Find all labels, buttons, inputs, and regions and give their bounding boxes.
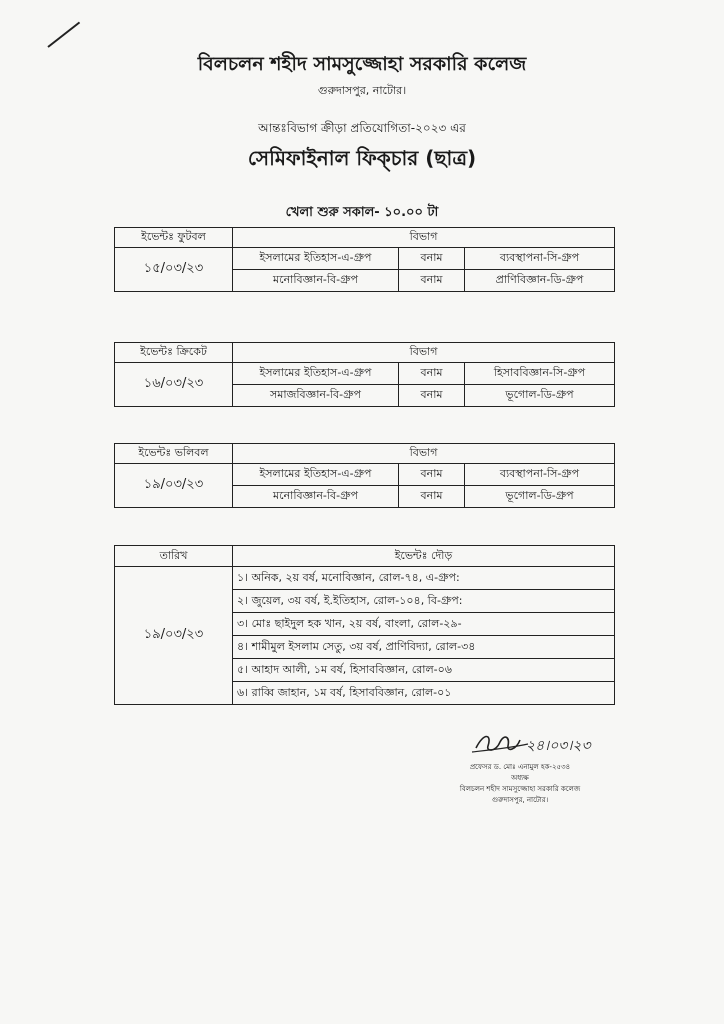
- college-address: গুরুদাসপুর, নাটোর।: [317, 84, 407, 97]
- signature-date: ২৪।০৩।২৩: [526, 738, 591, 754]
- match-date: ১৫/০৩/২৩: [115, 248, 233, 292]
- signatory-address: গুরুদাসপুর, নাটোর।: [491, 796, 549, 804]
- signatory-college: বিলচলন শহীদ সামসুজ্জোহা সরকারি কলেজ: [459, 785, 581, 793]
- football-fixture-table: [114, 227, 615, 292]
- race-entry: ৩। মোঃ ছাইদুল হক খান, ২য় বর্ষ, বাংলা, রোল-২৯-: [233, 613, 615, 636]
- start-time: খেলা শুরু সকাল- ১০.০০ টা: [285, 205, 439, 220]
- match-row: [115, 248, 615, 270]
- race-entry: ২। জুয়েল, ৩য় বর্ষ, ই.ইতিহাস, রোল-১০৪, বি-গ্রুপ:: [233, 590, 615, 613]
- match-date: ১৯/০৩/২৩: [115, 464, 233, 508]
- versus-label: বনাম: [399, 486, 465, 508]
- table-header-row: [115, 546, 615, 567]
- event-label: ইভেন্টঃ ভলিবল: [115, 444, 233, 464]
- table-header-row: [115, 228, 615, 248]
- team-b: ভূগোল-ডি-গ্রুপ: [465, 385, 615, 407]
- table-header-row: [115, 444, 615, 464]
- team-b: ভূগোল-ডি-গ্রুপ: [465, 486, 615, 508]
- college-name: বিলচলন শহীদ সামসুজ্জোহা সরকারি কলেজ: [197, 53, 527, 75]
- race-entry: ৪। শামীমুল ইসলাম সেতু, ৩য় বর্ষ, প্রাণিবিদ্যা, রোল-৩৪: [233, 636, 615, 659]
- team-a: ইসলামের ইতিহাস-এ-গ্রুপ: [233, 248, 399, 270]
- date-column-label: তারিখ: [115, 546, 233, 567]
- versus-label: বনাম: [399, 363, 465, 385]
- race-entry: ১। অনিক, ২য় বর্ষ, মনোবিজ্ঞান, রোল-৭৪, এ-গ্রুপ:: [233, 567, 615, 590]
- versus-label: বনাম: [399, 248, 465, 270]
- race-entries-table: [114, 545, 615, 705]
- race-date: ১৯/০৩/২৩: [115, 567, 233, 705]
- versus-label: বনাম: [399, 464, 465, 486]
- race-entry: ৫। আহাদ আলী, ১ম বর্ষ, হিসাববিজ্ঞান, রোল-০৬: [233, 659, 615, 682]
- department-label: বিভাগ: [233, 444, 615, 464]
- department-label: বিভাগ: [233, 343, 615, 363]
- pen-stroke-mark: [47, 22, 80, 48]
- team-b: প্রাণিবিজ্ঞান-ডি-গ্রুপ: [465, 270, 615, 292]
- team-b: হিসাববিজ্ঞান-সি-গ্রুপ: [465, 363, 615, 385]
- event-label: ইভেন্টঃ ফুটবল: [115, 228, 233, 248]
- cricket-fixture-table: [114, 342, 615, 407]
- table-header-row: [115, 343, 615, 363]
- team-a: ইসলামের ইতিহাস-এ-গ্রুপ: [233, 363, 399, 385]
- department-label: বিভাগ: [233, 228, 615, 248]
- versus-label: বনাম: [399, 270, 465, 292]
- team-b: ব্যবস্থাপনা-সি-গ্রুপ: [465, 464, 615, 486]
- event-label: ইভেন্টঃ ক্রিকেট: [115, 343, 233, 363]
- page-heading: সেমিফাইনাল ফিক্চার (ছাত্র): [247, 146, 477, 170]
- team-a: মনোবিজ্ঞান-বি-গ্রুপ: [233, 270, 399, 292]
- team-a: ইসলামের ইতিহাস-এ-গ্রুপ: [233, 464, 399, 486]
- race-entry: ৬। রাব্বি জাহান, ১ম বর্ষ, হিসাববিজ্ঞান, রোল-০১: [233, 682, 615, 705]
- match-row: [115, 464, 615, 486]
- handwritten-signature: [470, 722, 600, 762]
- list-item: [115, 567, 615, 590]
- competition-title: আন্তঃবিভাগ ক্রীড়া প্রতিযোগিতা-২০২৩ এর: [258, 121, 466, 135]
- team-a: সমাজবিজ্ঞান-বি-গ্রুপ: [233, 385, 399, 407]
- volleyball-fixture-table: [114, 443, 615, 508]
- signatory-name: প্রফেসর ড. মোঃ এনামুল হক-২৫৩৪: [469, 763, 571, 771]
- signatory-role: অধ্যক্ষ: [511, 774, 529, 782]
- team-a: মনোবিজ্ঞান-বি-গ্রুপ: [233, 486, 399, 508]
- match-date: ১৬/০৩/২৩: [115, 363, 233, 407]
- versus-label: বনাম: [399, 385, 465, 407]
- event-label: ইভেন্টঃ দৌড়: [233, 546, 615, 567]
- match-row: [115, 363, 615, 385]
- team-b: ব্যবস্থাপনা-সি-গ্রুপ: [465, 248, 615, 270]
